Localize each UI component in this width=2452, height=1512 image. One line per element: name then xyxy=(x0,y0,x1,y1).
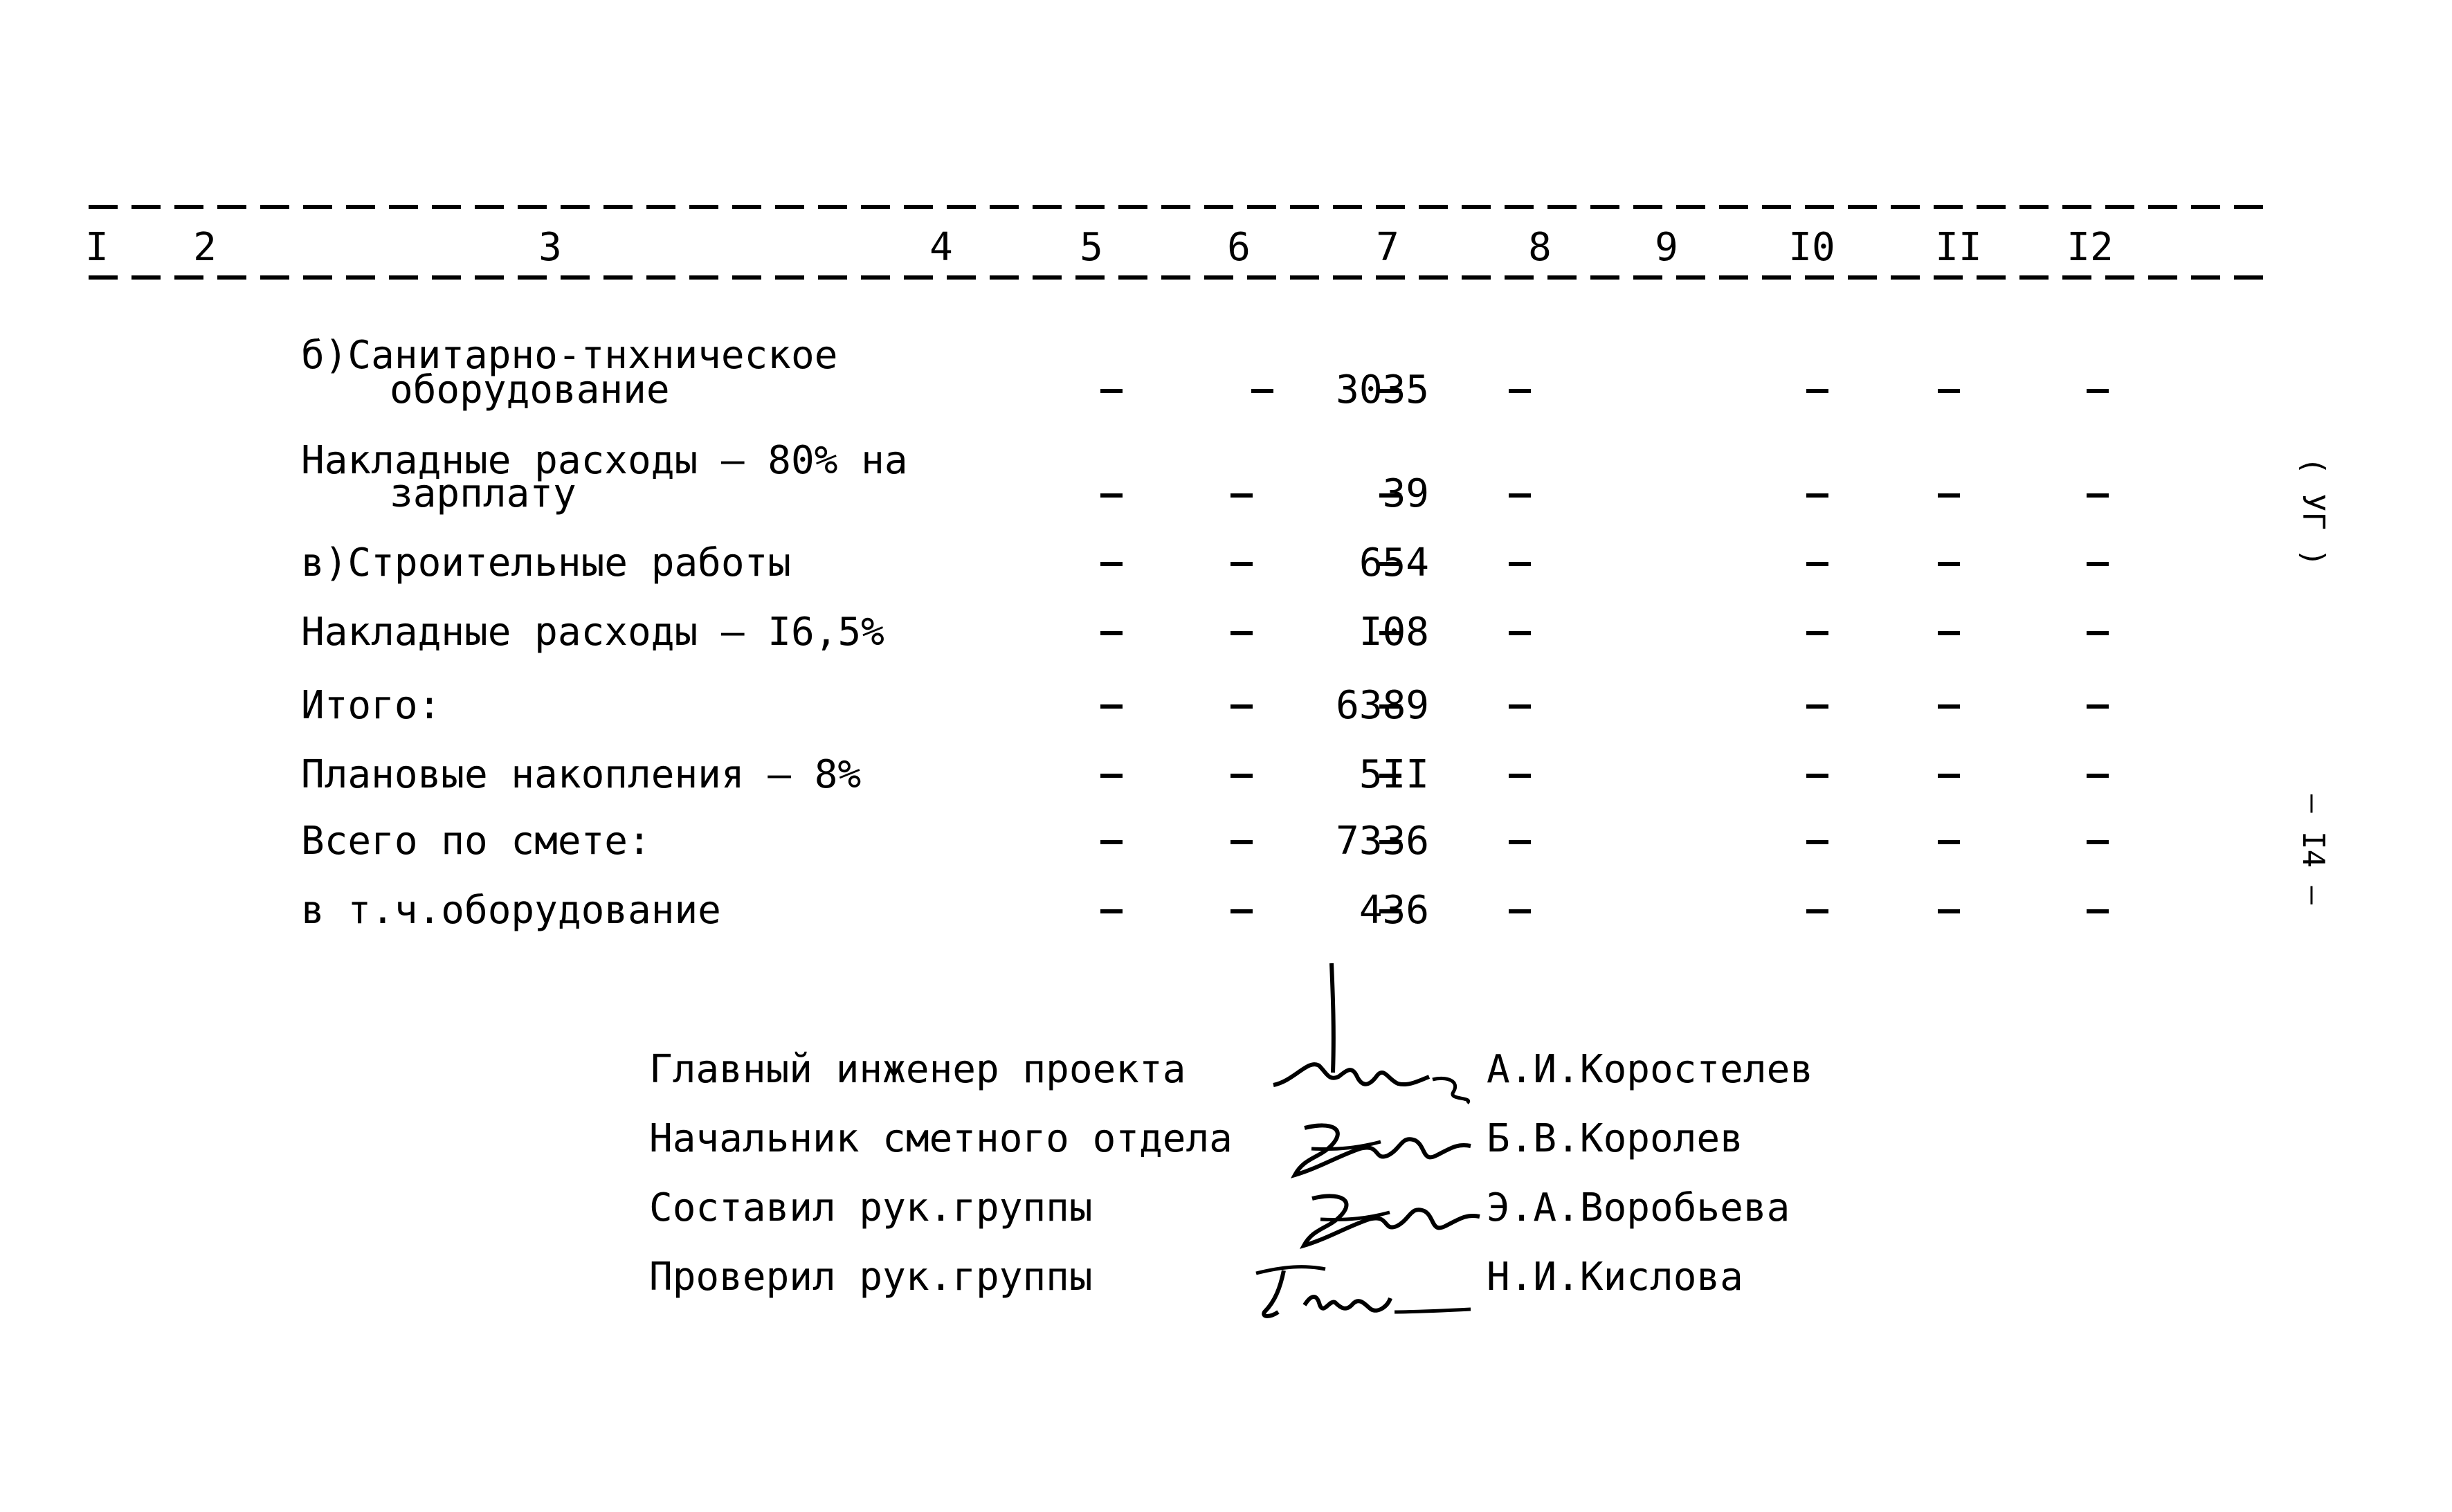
signature-role-2: Начальник сметного отдела xyxy=(649,1116,1233,1161)
row-3-label: в)Строительные работы xyxy=(301,540,792,585)
row-7-col11-dash xyxy=(1938,840,1960,844)
row-6-col8-dash xyxy=(1509,774,1531,778)
column-header-2: 2 xyxy=(193,225,217,270)
row-6-label: Плановые накопления – 8% xyxy=(301,752,862,797)
column-header-4: 4 xyxy=(929,225,953,270)
row-1-col12-dash xyxy=(2087,389,2109,393)
row-3-col12-dash xyxy=(2087,562,2109,566)
column-header-3: 3 xyxy=(538,225,562,270)
row-7-col6-dash xyxy=(1230,840,1253,844)
row-5-col8-dash xyxy=(1509,704,1531,709)
row-1-col5-dash xyxy=(1100,389,1123,393)
row-6-col10-dash xyxy=(1806,774,1828,778)
signature-name-1: А.И.Коростелев xyxy=(1487,1047,1814,1092)
row-6-col12-dash xyxy=(2087,774,2109,778)
signature-role-1: Главный инженер проекта xyxy=(649,1047,1186,1092)
signature-name-4: Н.И.Кислова xyxy=(1487,1255,1743,1300)
column-header-7: 7 xyxy=(1376,225,1399,270)
row-5-label: Итого: xyxy=(301,683,442,728)
handwritten-signature-4 xyxy=(1242,1246,1478,1329)
row-2-col8-dash xyxy=(1509,493,1531,498)
row-5-col12-dash xyxy=(2087,704,2109,709)
row-2-col12-dash xyxy=(2087,493,2109,498)
row-4-col11-dash xyxy=(1938,631,1960,635)
signature-name-2: Б.В.Королев xyxy=(1487,1116,1743,1161)
row-5-col11-dash xyxy=(1938,704,1960,709)
header-bottom-rule xyxy=(89,275,2269,280)
row-5-col10-dash xyxy=(1806,704,1828,709)
row-1-col6-dash xyxy=(1251,389,1273,393)
column-header-12: I2 xyxy=(2067,225,2114,270)
signature-role-3: Составил рук.группы xyxy=(649,1185,1093,1230)
row-7-col12-dash xyxy=(2087,840,2109,844)
row-4-col8-dash xyxy=(1509,631,1531,635)
row-6-col9-value: 5II xyxy=(1359,752,1429,797)
row-7-col8-dash xyxy=(1509,840,1531,844)
row-8-col5-dash xyxy=(1100,909,1123,913)
column-header-1: I xyxy=(85,225,109,270)
handwritten-signature-1 xyxy=(1266,955,1495,1107)
row-1-label-line2: оборудование xyxy=(390,367,670,412)
row-2-col9-value: 39 xyxy=(1382,471,1429,516)
row-4-col5-dash xyxy=(1100,631,1123,635)
row-3-col5-dash xyxy=(1100,562,1123,566)
row-7-col5-dash xyxy=(1100,840,1123,844)
row-6-col5-dash xyxy=(1100,774,1123,778)
row-7-col10-dash xyxy=(1806,840,1828,844)
signature-role-4: Проверил рук.группы xyxy=(649,1255,1093,1300)
row-2-label-line1: Накладные расходы – 80% на xyxy=(301,438,908,483)
row-8-col6-dash xyxy=(1230,909,1253,913)
row-2-label-line2: зарплату xyxy=(390,471,576,516)
column-header-9: 9 xyxy=(1655,225,1678,270)
row-5-col9-value: 6389 xyxy=(1336,683,1429,728)
row-8-col12-dash xyxy=(2087,909,2109,913)
row-2-col5-dash xyxy=(1100,493,1123,498)
row-4-col12-dash xyxy=(2087,631,2109,635)
column-header-6: 6 xyxy=(1227,225,1251,270)
row-1-col9-value: 3035 xyxy=(1336,367,1429,412)
row-8-label: в т.ч.оборудование xyxy=(301,888,721,933)
row-2-col11-dash xyxy=(1938,493,1960,498)
row-8-col8-dash xyxy=(1509,909,1531,913)
row-3-col6-dash xyxy=(1230,562,1253,566)
row-1-col8-dash xyxy=(1509,389,1531,393)
row-7-col9-value: 7336 xyxy=(1336,819,1429,864)
signature-name-3: Э.А.Воробьева xyxy=(1487,1185,1790,1230)
row-5-col5-dash xyxy=(1100,704,1123,709)
row-4-col9-value: I08 xyxy=(1359,610,1429,655)
row-1-label-line1: б)Санитарно-тнхническое xyxy=(301,333,838,378)
column-header-8: 8 xyxy=(1528,225,1552,270)
row-8-col10-dash xyxy=(1806,909,1828,913)
margin-top-mark: ( УГ ) xyxy=(2296,457,2331,567)
row-6-col11-dash xyxy=(1938,774,1960,778)
row-2-col10-dash xyxy=(1806,493,1828,498)
row-4-label: Накладные расходы – I6,5% xyxy=(301,610,884,655)
column-header-5: 5 xyxy=(1080,225,1103,270)
row-7-label: Всего по смете: xyxy=(301,819,651,864)
row-1-col10-dash xyxy=(1806,389,1828,393)
row-3-col9-value: 654 xyxy=(1359,540,1429,585)
row-3-col11-dash xyxy=(1938,562,1960,566)
row-4-col6-dash xyxy=(1230,631,1253,635)
row-5-col6-dash xyxy=(1230,704,1253,709)
column-header-10: I0 xyxy=(1788,225,1835,270)
row-8-col11-dash xyxy=(1938,909,1960,913)
row-4-col10-dash xyxy=(1806,631,1828,635)
margin-bottom-mark: – I4 – xyxy=(2296,794,2331,904)
row-3-col10-dash xyxy=(1806,562,1828,566)
row-8-col9-value: 436 xyxy=(1359,888,1429,933)
row-3-col8-dash xyxy=(1509,562,1531,566)
row-1-col11-dash xyxy=(1938,389,1960,393)
row-6-col6-dash xyxy=(1230,774,1253,778)
header-top-rule xyxy=(89,205,2269,209)
column-header-11: II xyxy=(1935,225,1982,270)
row-2-col6-dash xyxy=(1230,493,1253,498)
